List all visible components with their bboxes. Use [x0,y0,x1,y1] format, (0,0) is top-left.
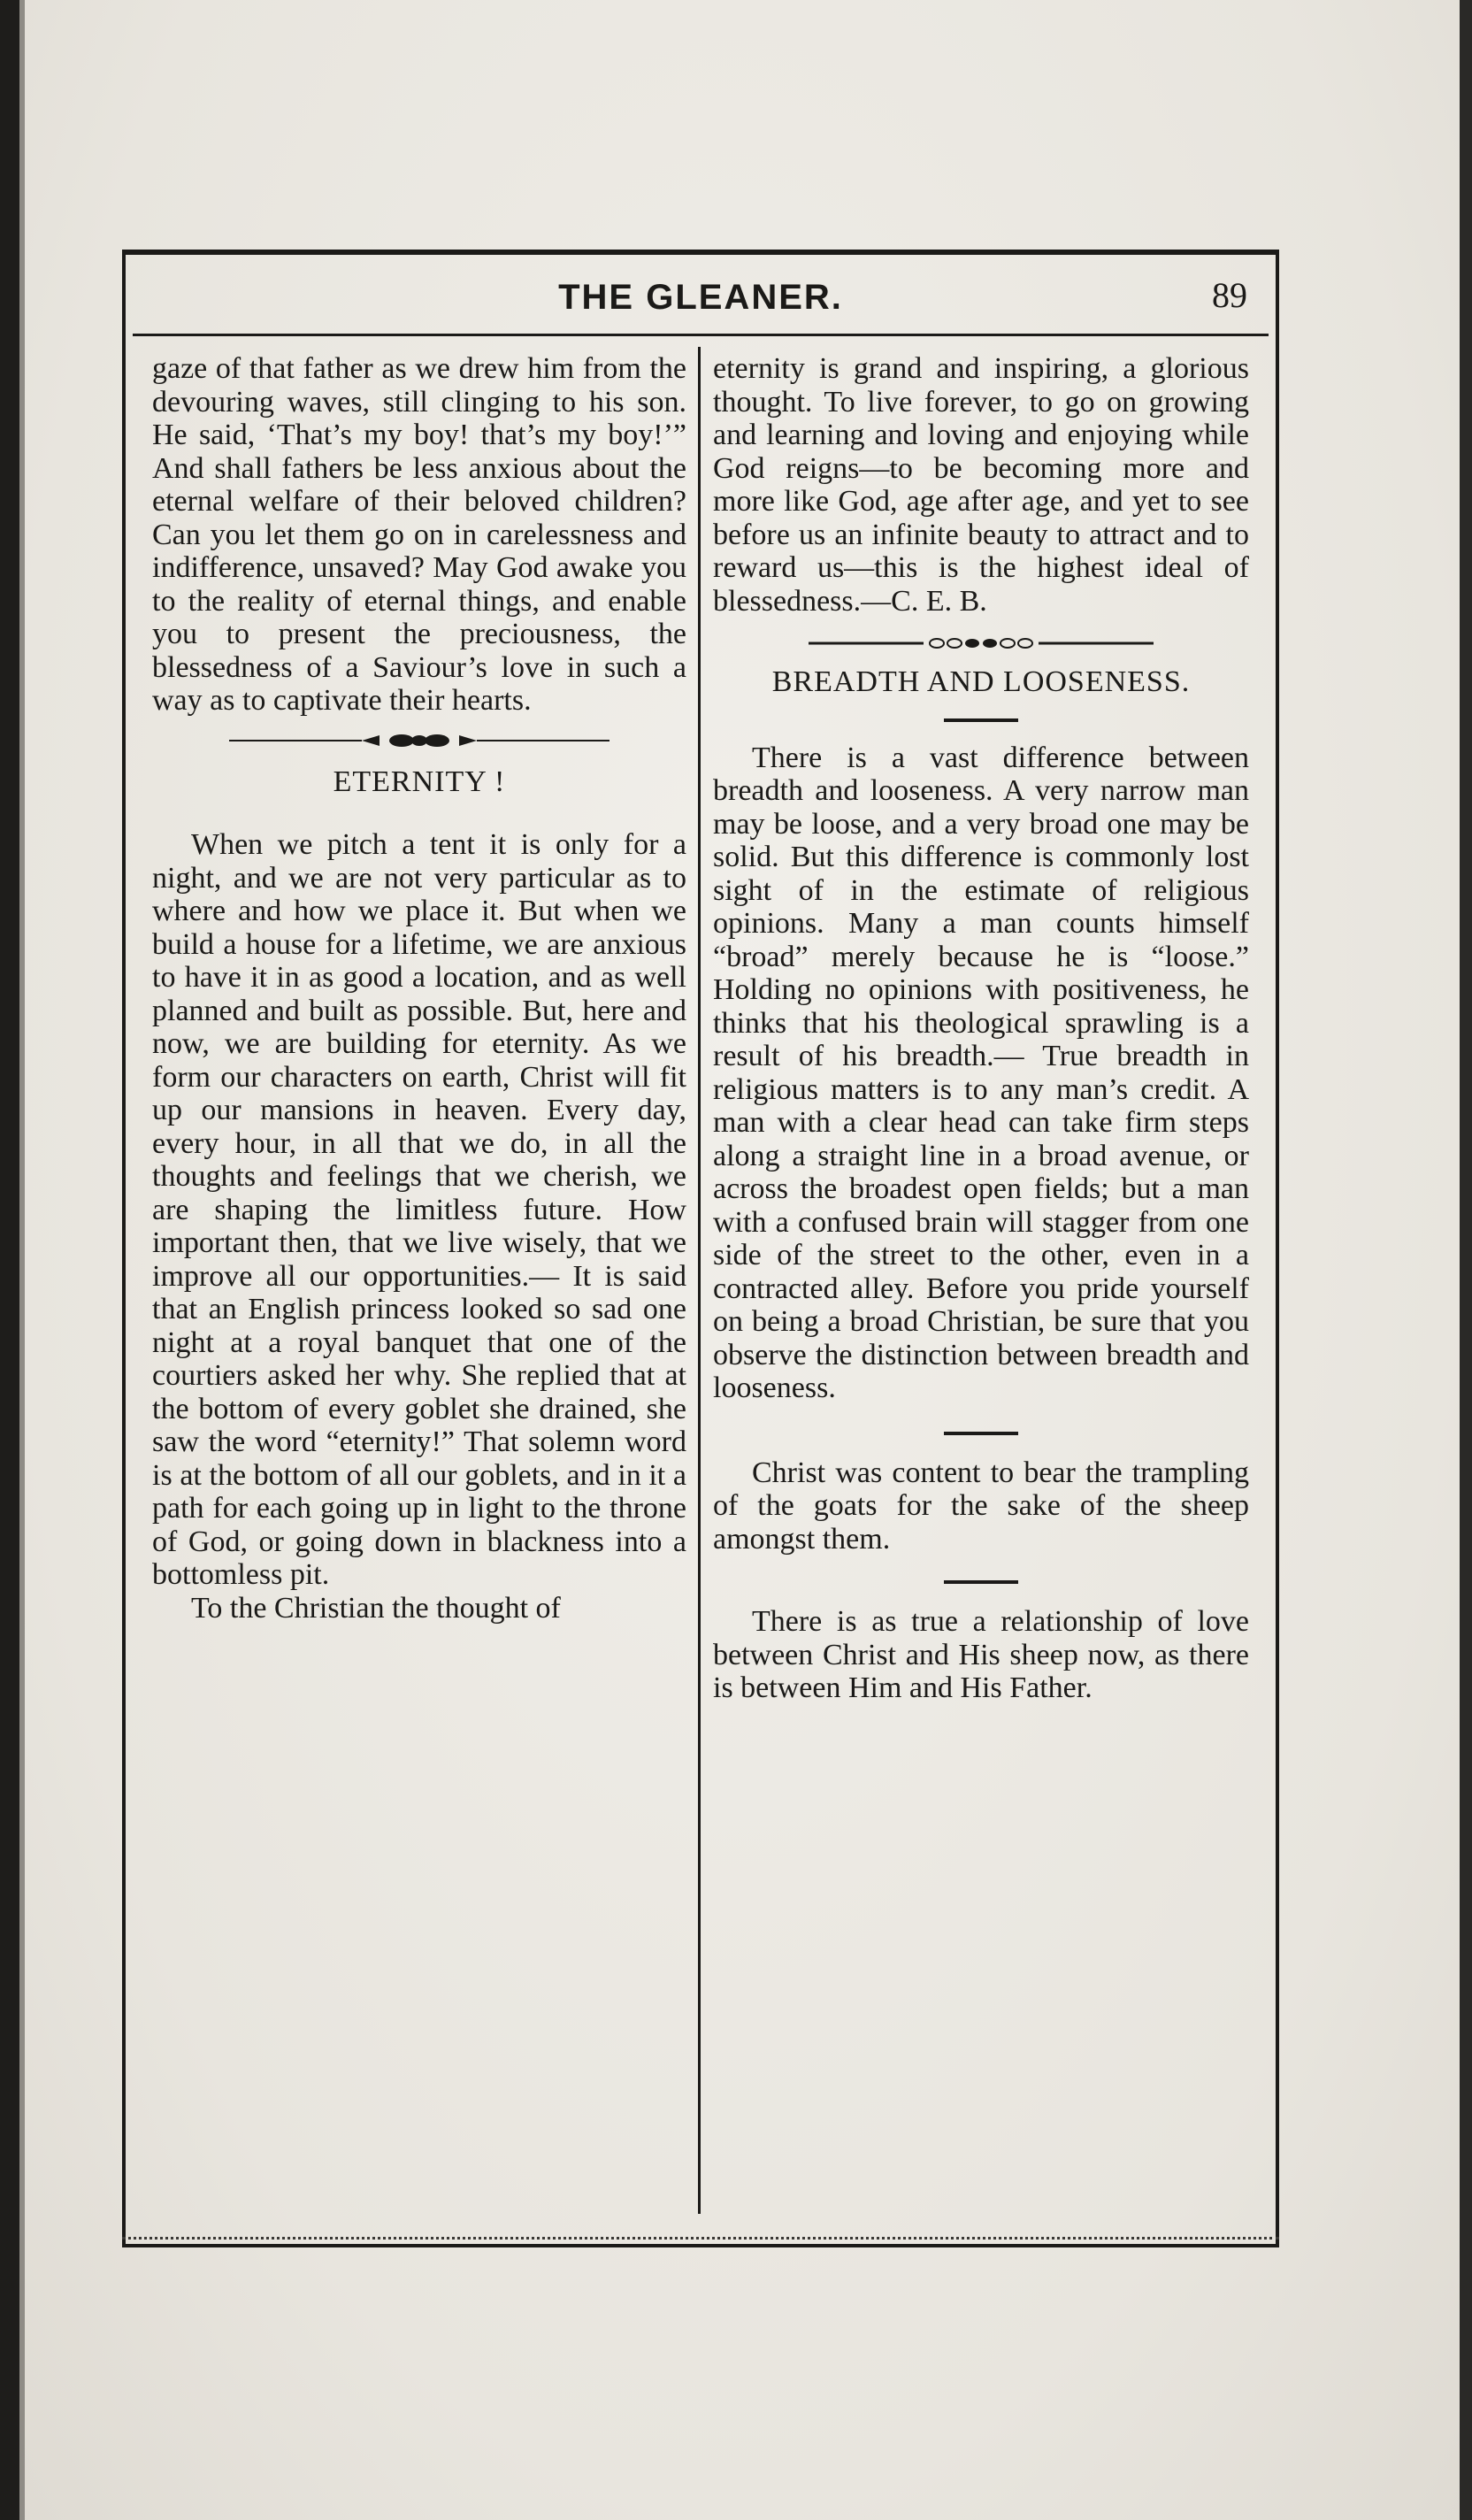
continued-paragraph: gaze of that father as we drew him from the devouring waves, still clinging to his son. He said, ‘That’s my boy! that’s my boy!’” And shall fathers be less anxious about the eternal welfare of their beloved children? Can you let them go on in carelessness and indifference, unsaved? May God awake you to the reality of eternal things, and enable you to present the preciousness, the blessedness of a Saviour’s love in such a way as to captivate their hearts. [152,352,686,717]
binding-edge [0,0,19,2520]
header-rule [133,334,1269,336]
binding-shadow [19,0,25,2520]
running-header [122,265,1279,327]
section-ornament [152,723,686,765]
periodical-title: THE GLEANER. [558,278,843,317]
ornament-divider-right [809,630,1154,657]
breadth-heading: BREADTH AND LOOSENESS. [771,665,1191,698]
column-divider [698,347,701,2214]
page-number: 89 [1212,275,1247,315]
ornament-divider [229,723,610,758]
eternity-closing-line: To the Christian the thought of [191,1591,561,1625]
eternity-continued-paragraph: eternity is grand and inspiring, a glorious thought. To live forever, to go on growing and learning and loving and enjoying while God reigns—to be becoming more and more like God, age after age, and yet to see before us an infinite beauty to attract and to reward us—this is the highest ideal of blessedness.—C. E. B. [713,352,1249,618]
eternity-paragraph: When we pitch a tent it is only for a night, and we are not very particular as to where and how we place it. But when we build a house for a lifetime, we are anxious to have it in as good a location, and as well planned and built as possible. But, here and now, we are building for eternity. As we form our characters on earth, Christ will fit up our mansions in heaven. Every day, every hour, in all that we do, in all the thoughts and feelings that we cherish, we are shaping the limitless future. How important then, that we live wisely, that we improve all our opportunities.— It is said that an English princess looked so sad one night at a royal banquet that one of the courtiers asked her why. She replied that at the bottom of every goblet she drained, she saw the word “eternity!” That solemn word is at the bottom of all our goblets, and in it a path for each going up in light to the throne of God, or going down in blackness into a bottomless pit. [152,828,686,1591]
sheep-paragraph: There is as true a relationship of love between Christ and His sheep now, as there is between Him and His Father. [713,1605,1249,1704]
section-ornament-right [713,630,1249,665]
bottom-border [122,2237,1279,2241]
left-column [152,352,686,1625]
right-column [713,352,1249,1705]
breadth-paragraph: There is a vast difference between breadth and looseness. A very narrow man may be loose, and a very broad one may be solid. But this difference is commonly lost sight of in the estimate of religious opinions. Many a man counts himself “broad” merely because he is “loose.” Holding no opinions with positiveness, he thinks that his theological sprawling is a result of his breadth.— True breadth in religious matters is to any man’s credit. A man with a clear head can take firm steps along a straight line in a broad avenue, or across the broadest open fields; but a man with a confused brain will stagger from one side of the street to the other, even in a contracted alley. Before you pride yourself on being a broad Christian, be sure that you observe the distinction between breadth and looseness. [713,741,1249,1404]
page-edge [1460,0,1472,2520]
goats-paragraph: Christ was content to bear the trampling of the goats for the sake of the sheep amongst them. [713,1456,1249,1556]
eternity-heading: ETERNITY ! [333,764,506,798]
